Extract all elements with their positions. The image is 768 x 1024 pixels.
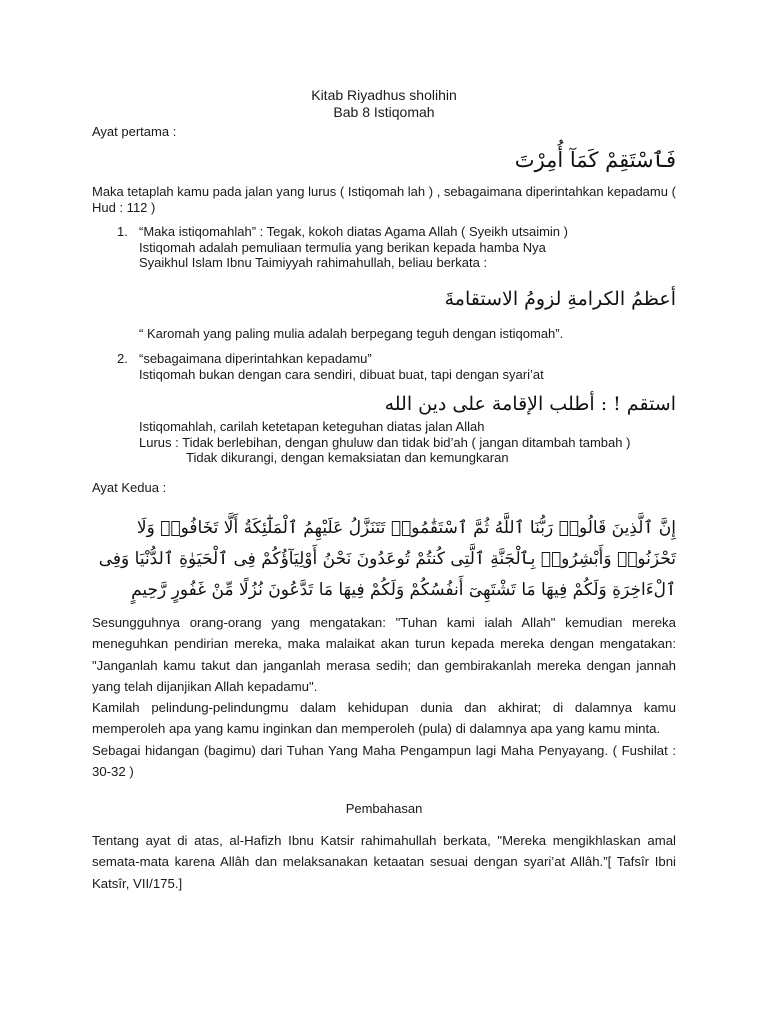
document-title: Kitab Riyadhus sholihin: [311, 87, 457, 103]
translation-paragraph: Sesungguhnya orang-orang yang mengatakan: "Tuhan kami ialah Allah" kemudian mereka meneguhkan pendirian mereka, maka malaikat akan turun kepada mereka dengan mengatakan: "Janganlah kamu takut dan janganlah merasa sedih; dan gembirakanlah mereka dengan jannah yang telah dijanjikan Allah kepadamu".: [92, 615, 676, 694]
ayat2-label: Ayat Kedua :: [92, 480, 167, 495]
list-item-2: [92, 351, 676, 382]
list-2-explanation: [139, 419, 679, 466]
document-subtitle: Bab 8 Istiqomah: [333, 104, 435, 120]
list-line: Syaikhul Islam Ibnu Taimiyyah rahimahullah, beliau berkata :: [139, 255, 488, 270]
explanation-line: Tidak dikurangi, dengan kemaksiatan dan kemungkaran: [186, 450, 509, 465]
ayat2-translation: [92, 612, 676, 782]
section-title: Pembahasan: [345, 801, 423, 816]
list-2-arabic: استقم ! : أطلب الإقامة على دين الله: [384, 393, 676, 415]
ayat1-translation: Maka tetaplah kamu pada jalan yang lurus ( Istiqomah lah ) , sebagaimana diperintahkan kepadamu ( Hud : 112 ): [92, 184, 676, 215]
ayat1-label: Ayat pertama :: [92, 124, 177, 139]
list-line: “Maka istiqomahlah” : Tegak, kokoh diatas Agama Allah ( Syeikh utsaimin ): [139, 224, 568, 239]
list-line: Istiqomah bukan dengan cara sendiri, dibuat buat, tapi dengan syari’at: [139, 366, 544, 382]
list-1-quote: “ Karomah yang paling mulia adalah berpegang teguh dengan istiqomah”.: [139, 326, 564, 341]
list-line: Istiqomah adalah pemuliaan termulia yang berikan kepada hamba Nya: [139, 239, 546, 255]
list-item-1: [92, 224, 676, 271]
list-number: 2.: [117, 351, 128, 366]
list-number: 1.: [117, 224, 128, 239]
ayat1-arabic: فَٱسْتَقِمْ كَمَآ أُمِرْتَ: [514, 148, 676, 172]
translation-paragraph: Kamilah pelindung-pelindungmu dalam kehidupan dunia dan akhirat; di dalamnya kamu memperoleh apa yang kamu inginkan dan memperoleh (pula) di dalamnya apa yang kamu minta.: [92, 700, 676, 737]
list-1-arabic: أعظمُ الكرامةِ لزومُ الاستقامةَ: [444, 288, 676, 310]
explanation-line: Lurus : Tidak berlebihan, dengan ghuluw dan tidak bid’ah ( jangan ditambah tambah ): [139, 434, 631, 450]
translation-paragraph: Sebagai hidangan (bagimu) dari Tuhan Yang Maha Pengampun lagi Maha Penyayang. ( Fushilat : 30-32 ): [92, 742, 676, 780]
discussion-paragraph: Tentang ayat di atas, al-Hafizh Ibnu Katsir rahimahullah berkata, "Mereka mengikhlaskan amal semata-mata karena Allâh dan melaksanakan ketaatan sesuai dengan syari’at Allâh.”[ Tafsîr Ibni Katsîr, VII/175.]: [92, 833, 676, 891]
explanation-line: Istiqomahlah, carilah ketetapan keteguhan diatas jalan Allah: [139, 419, 485, 434]
ayat2-arabic: إِنَّ ٱلَّذِينَ قَالُوا۟ رَبُّنَا ٱللَّهُ ثُمَّ ٱسْتَقَٰمُوا۟ تَتَنَزَّلُ عَلَيْهِمُ ٱلْمَلَٰٓئِكَةُ أَلَّا تَخَافُوا۟ وَلَا تَحْزَنُوا۟ وَأَبْشِرُوا۟ بِٱلْجَنَّةِ ٱلَّتِى كُنتُمْ تُوعَدُونَ نَحْنُ أَوْلِيَآؤُكُمْ فِى ٱلْحَيَوٰةِ ٱلدُّنْيَا وَفِى ٱلْءَاخِرَةِ وَلَكُمْ فِيهَا مَا تَشْتَهِىٓ أَنفُسُكُمْ وَلَكُمْ فِيهَا مَا تَدَّعُونَ نُزُلًا مِّنْ غَفُورٍ رَّحِيمٍ: [98, 518, 676, 600]
list-line: “sebagaimana diperintahkan kepadamu”: [139, 351, 372, 366]
